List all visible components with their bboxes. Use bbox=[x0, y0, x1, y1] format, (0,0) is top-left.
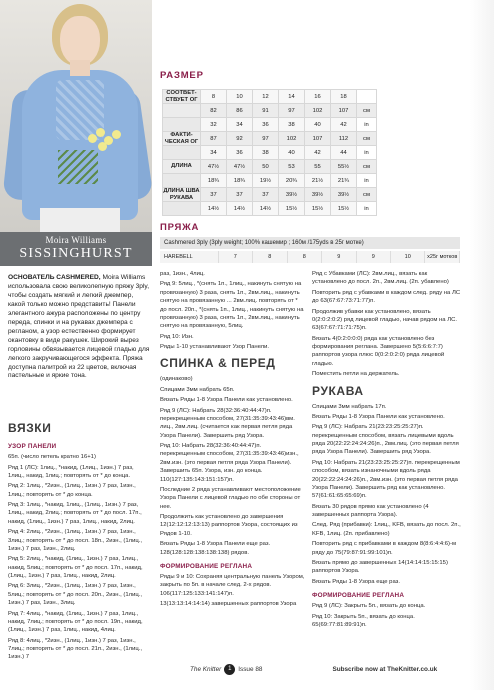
size-cell: 19½ bbox=[253, 174, 279, 188]
size-unit: см bbox=[357, 104, 377, 118]
size-row bbox=[163, 118, 377, 132]
size-cell: 92 bbox=[227, 132, 253, 146]
instruction-line: Ряд 10: Набрать 28(32:36:40:44:47)п. перекрещенным способом, 27(31:35:39:43:46)изн., 2вм.изн. (это первая петля ряда Узора Панели). Завершить 65п. Узора, изн. до конца. 110(127:135:143:151:157)п. bbox=[160, 443, 299, 483]
sizes-section bbox=[160, 70, 460, 216]
size-cell: 14½ bbox=[227, 202, 253, 216]
instruction-line: Ряд 5: 2лиц., *накид, (1лиц., 1изн.) 7 раз, 1лиц., накид, 5лиц.; повторять от * до посл. 17п., накид, (1лиц., 1изн.) 7 раз, 1лиц., накид, 2лиц. bbox=[8, 556, 143, 579]
size-cell: 55½ bbox=[331, 160, 357, 174]
size-cell: 21½ bbox=[305, 174, 331, 188]
back-front-heading: СПИНКА & ПЕРЕД bbox=[160, 356, 276, 371]
size-cell: 47½ bbox=[227, 160, 253, 174]
instruction-line: Вязать Ряды 1-8 Узора Панели как установлено. bbox=[312, 413, 445, 420]
size-cell: 15½ bbox=[331, 202, 357, 216]
issue-number: Issue 88 bbox=[238, 666, 263, 673]
size-row-label bbox=[163, 174, 201, 188]
neck bbox=[70, 60, 90, 76]
instruction-line: Повторить ряд с убавками в каждом след. ряду на ЛС до 63(67:67:73:71:77)п. bbox=[312, 289, 461, 305]
size-cell: 16 bbox=[305, 90, 331, 104]
instruction-line: Ряд 9: 5лиц., *(снять 1п., 1лиц., накинуть снятую на провязанную) 3 раза, снять 1п., 2вм.лиц., накинуть снятую на провязанную ... 2вм.лиц. повторять от * до посл. 20п., *(снять 1п., 1лиц., накинуть снятую на провязанную) 3 раза, снять 1п., 2вм.лиц., накинуть снятую на провязанную, 5лиц. bbox=[160, 281, 304, 330]
stitches-heading: ВЯЗКИ bbox=[8, 421, 52, 435]
panel-pattern-heading: УЗОР ПАНЕЛИ bbox=[8, 443, 57, 451]
size-row-label: СООТВЕТ-СТВУЕТ ОГ bbox=[163, 90, 201, 104]
size-cell: 37 bbox=[201, 188, 227, 202]
intro-text bbox=[8, 274, 150, 381]
back-front-instructions bbox=[160, 375, 306, 557]
face bbox=[60, 16, 100, 66]
size-cell: 39½ bbox=[331, 188, 357, 202]
instruction-line: Вязать 30 рядов прямо как установлено (4 завершенных раппорта Узора). bbox=[312, 503, 429, 519]
instruction-line: Спицами 3мм набрать 17п. bbox=[312, 403, 387, 410]
size-row bbox=[163, 202, 377, 216]
yarn-amounts bbox=[160, 251, 460, 263]
instruction-line: Ряд 10: Изн. bbox=[160, 333, 194, 340]
size-cell: 44 bbox=[331, 146, 357, 160]
size-unit: in bbox=[357, 146, 377, 160]
instruction-line: Вязать Ряды 1-8 Узора Панели как установлено. bbox=[160, 397, 293, 404]
size-cell: 107 bbox=[331, 104, 357, 118]
instruction-line: След. Ряд (прибавки): 1лиц., KFB, вязать до посл. 2п., KFB, 1лиц. (2п. прибавлено) bbox=[312, 522, 461, 537]
size-cell: 50 bbox=[253, 160, 279, 174]
magazine-name: The Knitter bbox=[190, 666, 222, 673]
size-cell: 8 bbox=[201, 90, 227, 104]
size-unit: см bbox=[357, 160, 377, 174]
column-back-front bbox=[160, 270, 306, 611]
skirt bbox=[40, 208, 120, 232]
panel-pattern-rows bbox=[8, 453, 150, 662]
yarn-amount: 8 bbox=[253, 251, 287, 263]
sleeve-raglan-instructions bbox=[312, 602, 462, 629]
size-cell: 87 bbox=[201, 132, 227, 146]
yarn-amount: 7 bbox=[219, 251, 253, 263]
instruction-line: Ряд 3: 1лиц., *накид, 1лиц., (1лиц., 1изн.) 7 раз, 1лиц., накид, 2лиц.; повторять от * до посл. 17п., накид, (1лиц., 1изн.) 7 раз, 1лиц., накид, 2лиц. bbox=[8, 502, 142, 525]
instruction-line: Продолжить как установлено до завершения 12(12:12:12:13:13) раппортов Узора, состоящих из Рядов 1-10. bbox=[160, 514, 298, 537]
size-cell: 47½ bbox=[201, 160, 227, 174]
size-row bbox=[163, 160, 377, 174]
size-cell: 34 bbox=[227, 118, 253, 132]
size-cell: 14 bbox=[279, 90, 305, 104]
size-cell: 36 bbox=[253, 118, 279, 132]
yarn-amount: 9 bbox=[322, 251, 356, 263]
yarn-amount: 9 bbox=[357, 251, 391, 263]
designer-name: Moira Williams bbox=[45, 235, 107, 245]
size-row bbox=[163, 90, 377, 104]
size-cell: 97 bbox=[253, 132, 279, 146]
intro-body: Moira Williams использовала свою великолепную пряжу 3ply, чтобы создать мягкий и легкий джемпер, какой только можно представить! Панели элегантного ажура расположены по центру переда, спинки и на рукавах джемпера с регланом, а узор естественно формирует окантовку в виде ракушек. Широкий вырез горловины обвязывается лицевой гладью для легкого закручивающегося эффекта. Пряжа доступна палитрой из 22 цветов, включая пастельные и яркие тона. bbox=[8, 274, 150, 380]
raglan-continued bbox=[312, 270, 462, 379]
size-cell: 15½ bbox=[279, 202, 305, 216]
size-cell: 53 bbox=[279, 160, 305, 174]
size-cell: 112 bbox=[331, 132, 357, 146]
size-unit: см bbox=[357, 132, 377, 146]
size-cell: 38 bbox=[279, 118, 305, 132]
size-row-label: ФАКТИ-ЧЕСКАЯ ОГ bbox=[163, 132, 201, 146]
instruction-line: Продолжив убавки как установлено, вязать 0(2:0:2:0:2) ряд лицевой гладью, начав рядом на ЛС. 63(67:67:71:71:75)п. bbox=[312, 308, 457, 332]
size-cell: 15½ bbox=[305, 202, 331, 216]
size-cell: 32 bbox=[201, 118, 227, 132]
instruction-line: (одинаково) bbox=[160, 376, 193, 383]
size-cell: 34 bbox=[201, 146, 227, 160]
size-cell: 91 bbox=[253, 104, 279, 118]
instruction-line: 13(13:13:14:14:14) завершенных раппортов Узора bbox=[160, 601, 297, 608]
instruction-line: Ряд 9 (ЛС): Закрыть 5п., вязать до конца. bbox=[312, 603, 426, 610]
size-cell: 40 bbox=[279, 146, 305, 160]
size-row bbox=[163, 174, 377, 188]
yarn-unit: x25г мотков bbox=[425, 251, 459, 263]
column-sleeves bbox=[312, 270, 462, 631]
size-unit: см bbox=[357, 188, 377, 202]
instruction-line: Ряд 6: 3лиц., *2изн., (1лиц., 1изн.) 7 раз, 1изн., 5лиц.; повторять от * до посл. 20п., 2изн., (1лиц., 1изн.) 7 раз, 1изн., 3лиц. bbox=[8, 583, 143, 607]
size-cell: 86 bbox=[227, 104, 253, 118]
raglan-instructions bbox=[160, 573, 306, 609]
size-cell: 40 bbox=[305, 118, 331, 132]
size-row bbox=[163, 132, 377, 146]
size-cell: 102 bbox=[279, 132, 305, 146]
bouquet-flowers bbox=[88, 128, 122, 154]
size-cell: 14½ bbox=[201, 202, 227, 216]
instruction-line: Ряд 10: Закрыть 5п., вязать до конца. 65(69:77:81:89:91)п. bbox=[312, 613, 415, 628]
sizes-heading: РАЗМЕР bbox=[160, 70, 204, 81]
instruction-line: Ряды 9 и 10: Сохраняя центральную панель Узором, закрыть по 5п. в начале след. 2-х рядов. 106(117:125:133:141:147)п. bbox=[160, 574, 305, 597]
sleeves-heading: РУКАВА bbox=[312, 383, 364, 398]
size-row bbox=[163, 146, 377, 160]
sizes-table bbox=[162, 89, 377, 216]
size-cell: 36 bbox=[227, 146, 253, 160]
panel-pattern-continued bbox=[160, 270, 306, 351]
instruction-line: Вязать Ряды 1-8 Узора еще раз. bbox=[312, 578, 400, 585]
size-cell: 107 bbox=[305, 132, 331, 146]
size-row-label bbox=[163, 146, 201, 160]
yarn-shade: HAREBELL bbox=[160, 251, 219, 263]
page-number: 1 bbox=[224, 664, 235, 675]
size-cell: 14½ bbox=[253, 202, 279, 216]
size-row bbox=[163, 188, 377, 202]
instruction-line: Ряд 8: 4лиц., *2изн., (1лиц., 1изн.) 7 раз, 1изн., 7лиц.; повторять от * до посл. 21п., 2изн., (1лиц., 1изн.) 7 bbox=[8, 637, 143, 661]
instruction-line: Вязать 4(0:2:0:0:0) ряда как установлено без формирования реглана. Завершено 5(5:6:6:7:7) раппортов узора плюс 0(0:2:0:2:0) ряда лицевой гладью. bbox=[312, 335, 445, 367]
size-cell: 38 bbox=[253, 146, 279, 160]
size-cell: 82 bbox=[201, 104, 227, 118]
yarn-heading: ПРЯЖА bbox=[160, 222, 200, 233]
size-cell: 18 bbox=[331, 90, 357, 104]
instruction-line: Ряд 2: 1лиц., *2изн., (1лиц., 1изн.) 7 раз, 1изн., 1лиц.; повторять от * до конца. bbox=[8, 483, 136, 498]
yarn-amount: 8 bbox=[288, 251, 322, 263]
size-cell: 10 bbox=[227, 90, 253, 104]
size-row-label: ДЛИНА ШВА РУКАВА bbox=[163, 188, 200, 201]
yarn-description: Cashmered 3ply (3ply weight; 100% кашемир ; 160м /175yds в 25г мотке) bbox=[160, 237, 460, 249]
model-photo bbox=[0, 0, 152, 232]
pattern-name: SISSINGHURST bbox=[19, 246, 133, 261]
instruction-line: 65п. (число петель кратно 16+1) bbox=[8, 454, 96, 461]
size-cell: 55 bbox=[305, 160, 331, 174]
bouquet-stems bbox=[58, 150, 98, 184]
yarn-amount: 10 bbox=[391, 251, 425, 263]
page-footer bbox=[190, 664, 490, 675]
instruction-line: Поместить петли на держатель. bbox=[312, 371, 400, 378]
instruction-line: Ряд 9 (ЛС): Набрать 28(32:36:40:44:47)п. перекрещенным способом, 27(31:35:39:43:46)вм. лиц., 2вм.лиц. (считается как первая петля ряда Узора Панели). Завершить ряд Узора. bbox=[160, 407, 295, 439]
size-cell: 97 bbox=[279, 104, 305, 118]
instruction-line: Ряд 10: Набрать 21(23:23:25:25:27)п. перекрещенным способом, вязать изнаночными вдоль ряда 20(22:22:24:24:26)п., 2вм.изн. (это первая петля ряда Узора Панели). Завершить ряд как установлено. 57(61:61:65:65:69)п. bbox=[312, 459, 460, 500]
instruction-line: Повторить ряд с прибавками в каждом 8(8:6:4:4:6)-м ряду до 75(79:87:91:99:101)п. bbox=[312, 541, 457, 556]
size-cell: 102 bbox=[305, 104, 331, 118]
size-unit: in bbox=[357, 202, 377, 216]
designer-band bbox=[0, 232, 152, 266]
size-row bbox=[163, 104, 377, 118]
instruction-line: раз, 1изн., 4лиц. bbox=[160, 271, 205, 277]
instruction-line: Последние 2 ряда устанавливают местоположение Узора Панели с лицевой гладью по обе стороны от нее. bbox=[160, 486, 301, 510]
instruction-line: Ряд 4: 2лиц., *2изн., (1лиц., 1изн.) 7 раз, 1изн., 3лиц.; повторять от * до посл. 18п., 2изн., (1лиц., 1изн.) 7 раз, 1изн., 2лиц. bbox=[8, 529, 143, 552]
size-cell: 42 bbox=[331, 118, 357, 132]
page-spine-shadow bbox=[470, 0, 494, 690]
intro-lead: ОСНОВАТЕЛЬ CASHMERED, bbox=[8, 274, 101, 281]
size-row-label bbox=[163, 104, 201, 118]
size-unit: in bbox=[357, 118, 377, 132]
column-stitches bbox=[8, 416, 150, 664]
yarn-section bbox=[160, 222, 460, 263]
instruction-line: Ряды 1-10 устанавливают Узор Панели. bbox=[160, 344, 270, 350]
size-row-label bbox=[163, 202, 201, 216]
size-cell: 39½ bbox=[279, 188, 305, 202]
size-cell: 12 bbox=[253, 90, 279, 104]
instruction-line: Спицами 3мм набрать 65п. bbox=[160, 386, 235, 393]
size-cell: 21¾ bbox=[331, 174, 357, 188]
instruction-line: Ряд 1 (ЛС): 1лиц., *накид, (1лиц., 1изн.) 7 раз, 1лиц., накид, 1лиц.; повторять от * до конца. bbox=[8, 464, 134, 479]
instruction-line: Ряд 9 (ЛС): Набрать 21(23:23:25:25:27)п. перекрещенным способом, вязать лицевыми вдоль ряда 20(22:22:24:24:26)п., 2вм.лиц. (это первая петля ряда Узора Панели). Завершить ряд Узора. bbox=[312, 424, 459, 456]
instruction-line: Вязать прямо до завершенных 14(14:14:15:15:15) раппортов Узора. bbox=[312, 559, 448, 575]
raglan-heading: ФОРМИРОВАНИЕ РЕГЛАНА bbox=[160, 562, 253, 570]
sleeve-raglan-heading: ФОРМИРОВАНИЕ РЕГЛАНА bbox=[312, 592, 405, 600]
instruction-line: Ряд с Убавками (ЛС): 2вм.лиц., вязать как установлено до посл. 2п., 2вм.лиц. (2п. убавлено) bbox=[312, 271, 449, 286]
size-cell: 37 bbox=[253, 188, 279, 202]
instruction-line: Ряд 7: 4лиц., *накид, (1лиц., 1изн.) 7 раз, 1лиц., накид, 7лиц.; повторять от * до посл. 19п., накид, (1лиц., 1изн.) 7 раз, 1лиц., накид, 4лиц. bbox=[8, 610, 143, 634]
size-cell: 18¾ bbox=[201, 174, 227, 188]
size-cell: 42 bbox=[305, 146, 331, 160]
size-cell: 39½ bbox=[305, 188, 331, 202]
size-cell: 18¾ bbox=[227, 174, 253, 188]
size-row-label bbox=[163, 118, 201, 132]
sleeves-instructions bbox=[312, 403, 462, 587]
size-unit: in bbox=[357, 174, 377, 188]
instruction-line: Вязать Ряды 1-8 Узора Панели еще раз. 128(128:128:138:138:138) рядов. bbox=[160, 541, 271, 556]
size-cell: 20¾ bbox=[279, 174, 305, 188]
size-unit bbox=[357, 90, 377, 104]
size-row-label: ДЛИНА bbox=[163, 160, 201, 174]
size-cell: 37 bbox=[227, 188, 253, 202]
subscribe-link[interactable]: Subscribe now at TheKnitter.co.uk bbox=[332, 666, 438, 673]
